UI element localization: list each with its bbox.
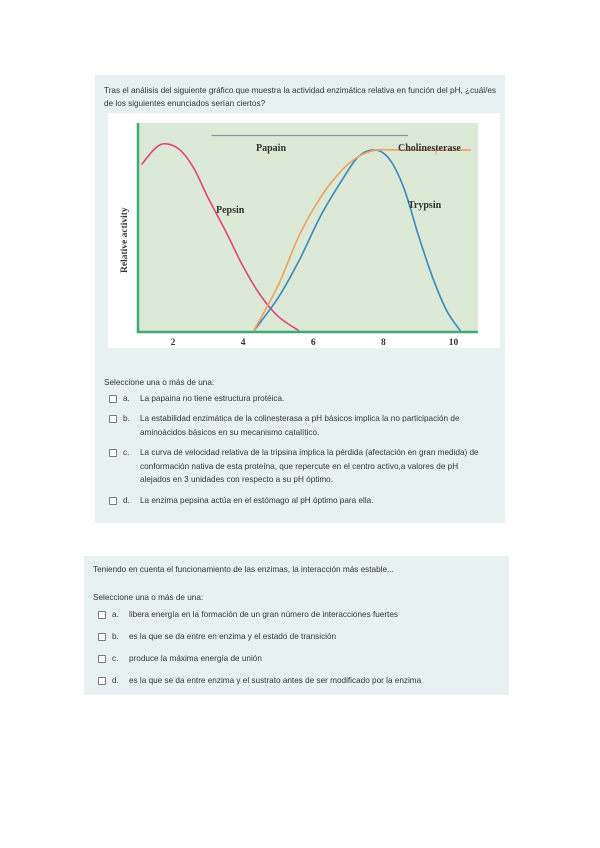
option-letter: b.	[123, 414, 130, 423]
option-text: La estabilidad enzimática de la colinesterasa a pH básicos implica la no participación de aminoácidos básicos en su mecanismo catalítico.	[140, 414, 460, 437]
annotation-trypsin: Trypsin	[408, 200, 442, 211]
x-tick-label: 10	[448, 338, 459, 348]
checkbox-a[interactable]	[109, 395, 117, 403]
option-letter: a.	[123, 394, 130, 403]
option-text: La enzima pepsina actúa en el estómago al pH óptimo para ella.	[140, 496, 374, 505]
option-text: La papaina no tiene estructura protéica.	[140, 394, 285, 403]
question-2-text: Teniendo en cuenta el funcionamiento de las enzimas, la interacción más estable...	[93, 565, 394, 574]
x-tick-label: 4	[240, 338, 246, 348]
option-text: es la que se da entre en enzima y el estado de transición	[129, 632, 337, 641]
option-text: libera energía en la formación de un gran número de interacciones fuertes	[129, 610, 398, 619]
option-letter: d.	[112, 676, 119, 685]
checkbox-b[interactable]	[109, 415, 117, 423]
option-letter: b.	[112, 632, 119, 641]
option-letter: a.	[112, 610, 119, 619]
checkbox-d[interactable]	[109, 497, 117, 505]
question-2-panel	[84, 556, 509, 695]
y-axis-label: Relative activity	[120, 207, 130, 273]
x-tick-label: 6	[310, 338, 316, 348]
checkbox-a[interactable]	[98, 611, 106, 619]
checkbox-c[interactable]	[109, 449, 117, 457]
x-tick-label: 8	[380, 338, 386, 348]
annotation-cholinesterase: Cholinesterase	[398, 143, 461, 154]
option-letter: d.	[123, 496, 130, 505]
option-letter: c.	[112, 654, 119, 663]
x-tick-label: 2	[170, 338, 176, 348]
checkbox-b[interactable]	[98, 633, 106, 641]
plot-area	[138, 123, 478, 331]
annotation-pepsin: Pepsin	[216, 205, 245, 216]
question-2-prompt: Seleccione una o más de una:	[93, 593, 204, 602]
annotation-papain: Papain	[256, 143, 287, 154]
question-1-prompt: Seleccione una o más de una:	[104, 378, 215, 387]
option-letter: c.	[123, 448, 130, 457]
enzyme-ph-chart	[108, 113, 500, 348]
option-text: La curva de velocidad relativa de la tripsina implica la pérdida (afectación en gran medida) de conformación nativa de esta proteína, que repercute en el centro activo,a valores de pH alejados en 3 unidades con respecto a su pH óptimo.	[140, 448, 479, 484]
checkbox-c[interactable]	[98, 655, 106, 663]
question-1-panel	[95, 75, 505, 523]
option-text: es la que se da entre enzima y el sustrato antes de ser modificado por la enzima	[129, 676, 422, 685]
checkbox-d[interactable]	[98, 677, 106, 685]
question-1-text: Tras el análisis del siguiente gráfico que muestra la actividad enzimática relativa en función del pH, ¿cuál/es de los siguientes enunciados serían ciertos?	[104, 86, 496, 108]
option-text: produce la máxima energía de unión	[129, 654, 262, 663]
